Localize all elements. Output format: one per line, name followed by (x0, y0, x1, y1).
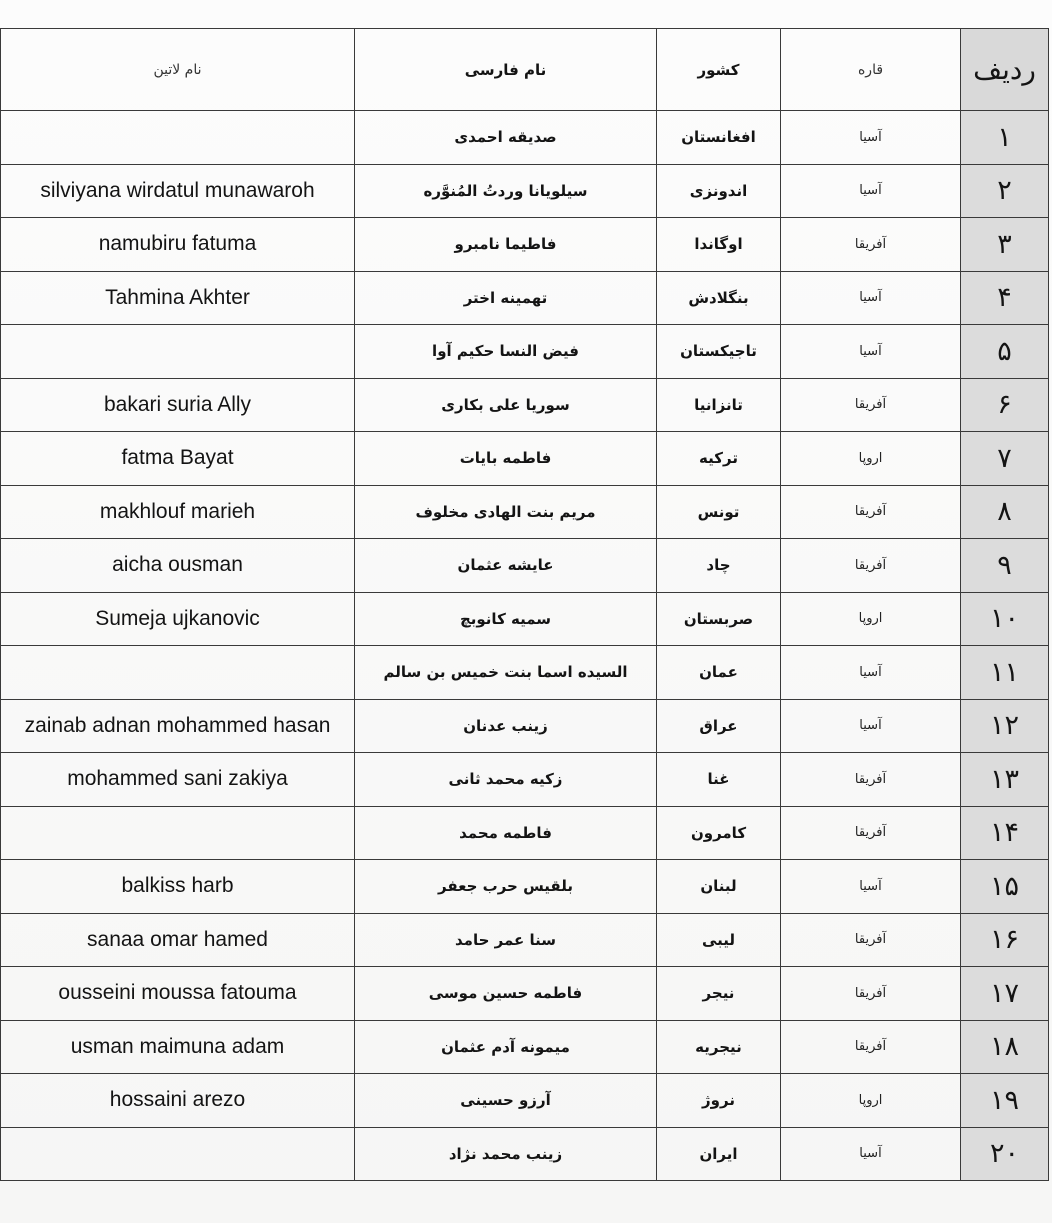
row-number: ۱۸ (961, 1020, 1049, 1074)
row-number: ۴ (961, 271, 1049, 325)
latin-name-cell: hossaini arezo (1, 1074, 355, 1128)
row-number: ۲۰ (961, 1127, 1049, 1181)
latin-name-cell: balkiss harb (1, 860, 355, 914)
latin-name-cell (1, 325, 355, 379)
persian-name-cell: سوریا علی بکاری (355, 378, 657, 432)
latin-name-cell: sanaa omar hamed (1, 913, 355, 967)
continent-cell: اروپا (781, 592, 961, 646)
table-row (1, 325, 1049, 379)
country-cell: ایران (657, 1127, 781, 1181)
persian-name-cell: صدیقه احمدی (355, 111, 657, 165)
table-row (1, 485, 1049, 539)
continent-cell: آسیا (781, 860, 961, 914)
persian-name-cell: سمیه کانوبچ (355, 592, 657, 646)
continent-cell: اروپا (781, 432, 961, 486)
continent-cell: آسیا (781, 699, 961, 753)
continent-cell: آفریقا (781, 485, 961, 539)
table-row (1, 913, 1049, 967)
table-row (1, 164, 1049, 218)
latin-name-cell (1, 646, 355, 700)
country-cell: تاجیکستان (657, 325, 781, 379)
persian-name-cell: فاطمه محمد (355, 806, 657, 860)
latin-name-cell: silviyana wirdatul munawaroh (1, 164, 355, 218)
persian-name-cell: فاطمه حسین موسی (355, 967, 657, 1021)
latin-name-cell: makhlouf marieh (1, 485, 355, 539)
table-row (1, 378, 1049, 432)
country-cell: عمان (657, 646, 781, 700)
table-body (1, 111, 1049, 1181)
row-number: ۱۹ (961, 1074, 1049, 1128)
table-row (1, 539, 1049, 593)
header-persian-name: نام فارسی (355, 29, 657, 111)
row-number: ۱۱ (961, 646, 1049, 700)
row-number: ۶ (961, 378, 1049, 432)
country-cell: کامرون (657, 806, 781, 860)
persian-name-cell: السیده اسما بنت خمیس بن سالم (355, 646, 657, 700)
table-row (1, 646, 1049, 700)
row-number: ۹ (961, 539, 1049, 593)
row-number: ۱۳ (961, 753, 1049, 807)
country-cell: نروژ (657, 1074, 781, 1128)
row-number: ۱۶ (961, 913, 1049, 967)
continent-cell: اروپا (781, 1074, 961, 1128)
persian-name-cell: فیض النسا حکیم آوا (355, 325, 657, 379)
continent-cell: آسیا (781, 164, 961, 218)
table-row (1, 592, 1049, 646)
persian-name-cell: فاطیما نامبرو (355, 218, 657, 272)
continent-cell: آفریقا (781, 913, 961, 967)
persian-name-cell: آرزو حسینی (355, 1074, 657, 1128)
continent-cell: آفریقا (781, 1020, 961, 1074)
country-cell: تونس (657, 485, 781, 539)
country-cell: تانزانیا (657, 378, 781, 432)
latin-name-cell (1, 1127, 355, 1181)
table-row (1, 699, 1049, 753)
row-number: ۱۷ (961, 967, 1049, 1021)
continent-cell: آفریقا (781, 378, 961, 432)
continent-cell: آفریقا (781, 218, 961, 272)
row-number: ۲ (961, 164, 1049, 218)
persian-name-cell: تهمینه اختر (355, 271, 657, 325)
country-cell: افغانستان (657, 111, 781, 165)
latin-name-cell (1, 111, 355, 165)
table-row (1, 1074, 1049, 1128)
country-cell: اندونزی (657, 164, 781, 218)
continent-cell: آفریقا (781, 806, 961, 860)
persian-name-cell: میمونه آدم عثمان (355, 1020, 657, 1074)
header-row-number: ردیف (961, 29, 1049, 111)
header-country: کشور (657, 29, 781, 111)
latin-name-cell (1, 806, 355, 860)
country-cell: لیبی (657, 913, 781, 967)
country-cell: صربستان (657, 592, 781, 646)
country-cell: ترکیه (657, 432, 781, 486)
table-row (1, 218, 1049, 272)
continent-cell: آفریقا (781, 539, 961, 593)
country-cell: عراق (657, 699, 781, 753)
country-cell: لبنان (657, 860, 781, 914)
participants-table (0, 28, 1049, 1181)
latin-name-cell: bakari suria Ally (1, 378, 355, 432)
continent-cell: آفریقا (781, 967, 961, 1021)
persian-name-cell: بلقیس حرب جعفر (355, 860, 657, 914)
table-row (1, 111, 1049, 165)
table-row (1, 1020, 1049, 1074)
latin-name-cell: Tahmina Akhter (1, 271, 355, 325)
row-number: ۱ (961, 111, 1049, 165)
persian-name-cell: سنا عمر حامد (355, 913, 657, 967)
row-number: ۸ (961, 485, 1049, 539)
latin-name-cell: zainab adnan mohammed hasan (1, 699, 355, 753)
persian-name-cell: زکیه محمد ثانی (355, 753, 657, 807)
table-row (1, 432, 1049, 486)
row-number: ۳ (961, 218, 1049, 272)
row-number: ۵ (961, 325, 1049, 379)
continent-cell: آفریقا (781, 753, 961, 807)
latin-name-cell: ousseini moussa fatouma (1, 967, 355, 1021)
latin-name-cell: mohammed sani zakiya (1, 753, 355, 807)
country-cell: نیجریه (657, 1020, 781, 1074)
persian-name-cell: زینب محمد نژاد (355, 1127, 657, 1181)
latin-name-cell: fatma Bayat (1, 432, 355, 486)
country-cell: بنگلادش (657, 271, 781, 325)
table-row (1, 753, 1049, 807)
row-number: ۱۲ (961, 699, 1049, 753)
continent-cell: آسیا (781, 646, 961, 700)
table-header-row (1, 29, 1049, 111)
continent-cell: آسیا (781, 111, 961, 165)
header-latin-name: نام لاتین (1, 29, 355, 111)
country-cell: اوگاندا (657, 218, 781, 272)
table-row (1, 271, 1049, 325)
latin-name-cell: namubiru fatuma (1, 218, 355, 272)
table-row (1, 1127, 1049, 1181)
latin-name-cell: usman maimuna adam (1, 1020, 355, 1074)
latin-name-cell: aicha ousman (1, 539, 355, 593)
country-cell: نیجر (657, 967, 781, 1021)
table-row (1, 860, 1049, 914)
persian-name-cell: عایشه عثمان (355, 539, 657, 593)
country-cell: چاد (657, 539, 781, 593)
persian-name-cell: سیلویانا وردتُ المُنوَّره (355, 164, 657, 218)
persian-name-cell: مریم بنت الهادی مخلوف (355, 485, 657, 539)
row-number: ۱۴ (961, 806, 1049, 860)
persian-name-cell: فاطمه بایات (355, 432, 657, 486)
table-row (1, 967, 1049, 1021)
table-row (1, 806, 1049, 860)
latin-name-cell: Sumeja ujkanovic (1, 592, 355, 646)
row-number: ۱۰ (961, 592, 1049, 646)
country-cell: غنا (657, 753, 781, 807)
row-number: ۷ (961, 432, 1049, 486)
row-number: ۱۵ (961, 860, 1049, 914)
continent-cell: آسیا (781, 1127, 961, 1181)
persian-name-cell: زینب عدنان (355, 699, 657, 753)
header-continent: قاره (781, 29, 961, 111)
continent-cell: آسیا (781, 325, 961, 379)
continent-cell: آسیا (781, 271, 961, 325)
